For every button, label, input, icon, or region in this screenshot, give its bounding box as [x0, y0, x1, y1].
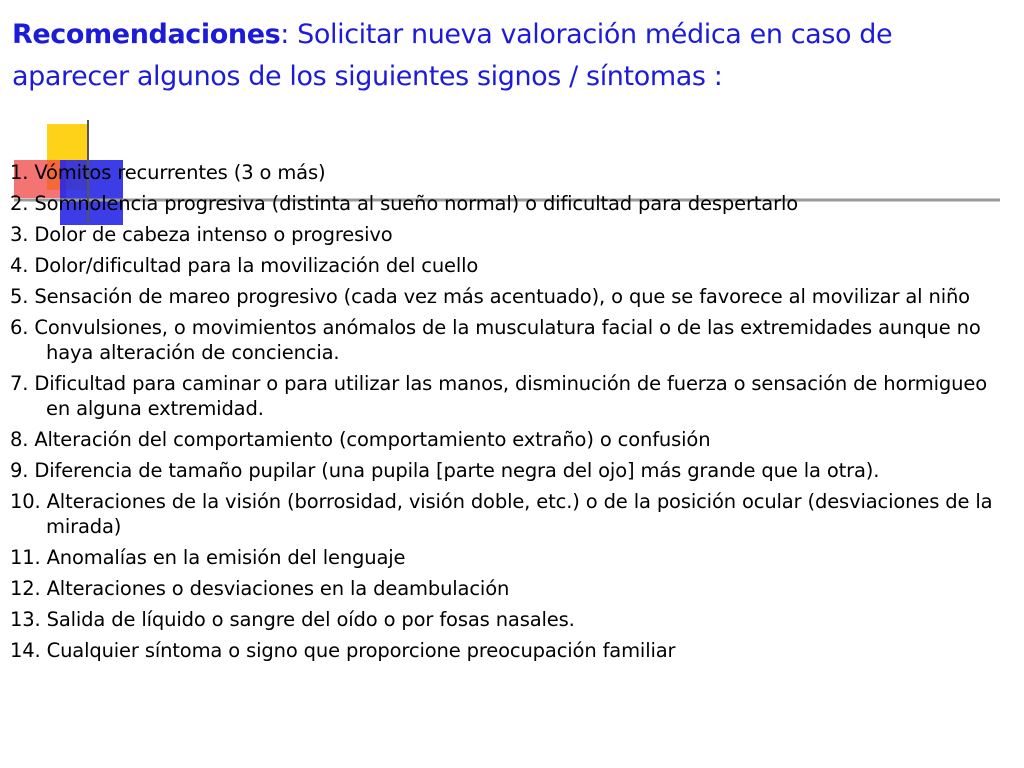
list-item: 13. Salida de líquido o sangre del oído o por fosas nasales. — [10, 608, 575, 631]
list-item: 9. Diferencia de tamaño pupilar (una pupila [parte negra del ojo] más grande que la otra). — [10, 459, 880, 482]
list-item: 7. Dificultad para caminar o para utilizar las manos, disminución de fuerza o sensación de hormigueo en alguna extremidad. — [10, 372, 987, 420]
symptom-list — [10, 160, 1015, 669]
list-item: 1. Vómitos recurrentes (3 o más) — [10, 161, 326, 184]
list-item: 11. Anomalías en la emisión del lenguaje — [10, 546, 406, 569]
list-item: 5. Sensación de mareo progresivo (cada vez más acentuado), o que se favorece al movilizar al niño — [10, 285, 970, 308]
list-item: 10. Alteraciones de la visión (borrosidad, visión doble, etc.) o de la posición ocular (desviaciones de la mirada) — [10, 490, 993, 538]
list-item: 3. Dolor de cabeza intenso o progresivo — [10, 223, 393, 246]
list-item: 6. Convulsiones, o movimientos anómalos de la musculatura facial o de las extremidades aunque no haya alteración de conciencia. — [10, 316, 981, 364]
list-item: 14. Cualquier síntoma o signo que proporcione preocupación familiar — [10, 639, 676, 662]
list-item: 8. Alteración del comportamiento (comportamiento extraño) o confusión — [10, 428, 711, 451]
list-item: 2. Somnolencia progresiva (distinta al sueño normal) o dificultad para despertarlo — [10, 192, 799, 215]
title-lead: Recomendaciones — [12, 19, 281, 50]
list-item: 4. Dolor/dificultad para la movilización del cuello — [10, 254, 479, 277]
slide-title — [12, 14, 1012, 98]
list-item: 12. Alteraciones o desviaciones en la deambulación — [10, 577, 510, 600]
title-rest: : Solicitar nueva valoración médica en caso de aparecer algunos de los siguientes signos / síntomas : — [12, 19, 893, 92]
